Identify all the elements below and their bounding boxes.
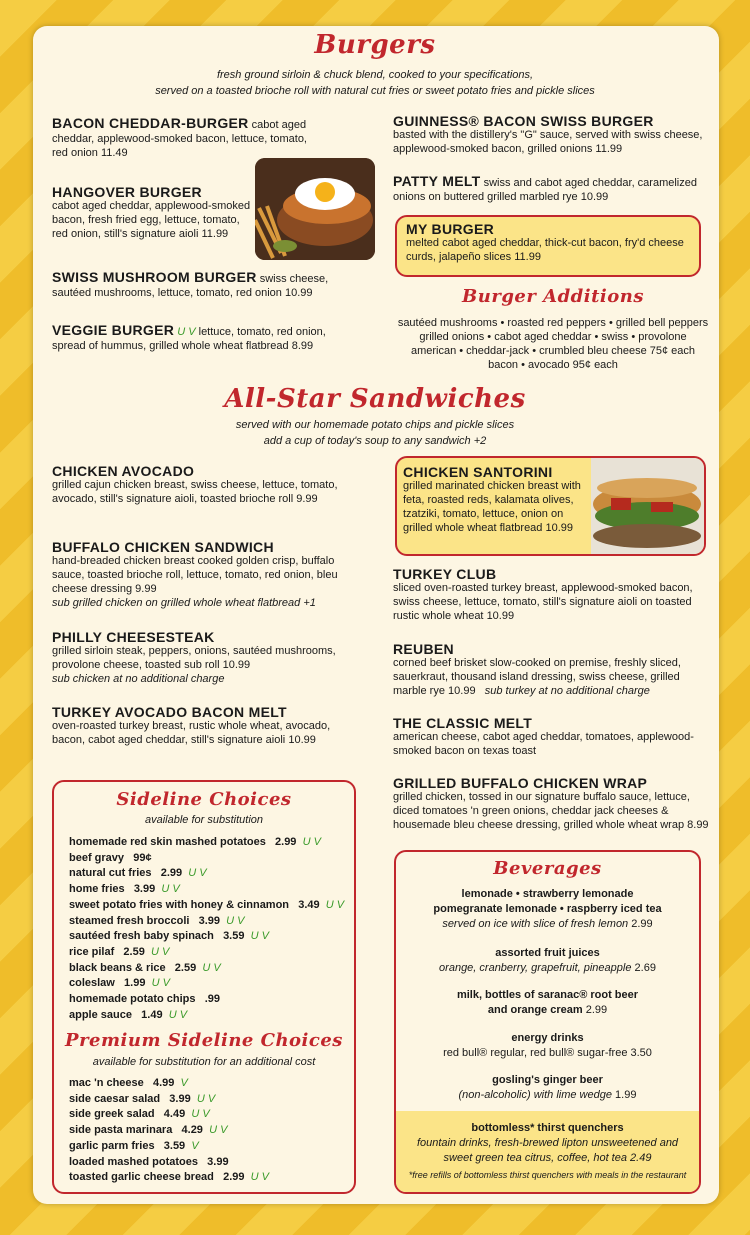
menu-item-hangover: HANGOVER BURGER cabot aged cheddar, applewood-smoked bacon, fresh fried egg, lettuce, tomato, red onion, still's signature aioli 11.99	[52, 184, 251, 240]
burger-additions-list: sautéed mushrooms • roasted red peppers • grilled bell peppers grilled onions • cabot aged cheddar • swiss • provolone american • cheddar-jack • crumbled bleu cheese 75¢ each bacon • avocado 95¢ each	[397, 317, 709, 371]
menu-item-guinness: GUINNESS® BACON SWISS BURGER basted with the distillery's "G" sauce, served with swiss cheese, applewood-smoked bacon, grilled onions 11.99	[393, 113, 703, 155]
menu-item-turkey-avocado: TURKEY AVOCADO BACON MELT oven-roasted turkey breast, rustic whole wheat, avocado, bacon, cabot aged cheddar, still's signature aioli 10.99	[52, 704, 331, 746]
sandwiches-subtitle-1: served with our homemade potato chips and pickle slices	[235, 419, 515, 431]
sideline-item: black beans & rice 2.59 U V	[69, 961, 221, 974]
beverage-bottomless: bottomless* thirst quenchers fountain drinks, fresh-brewed lipton unsweetened and sweet green tea citrus, coffee, hot tea 2.49 *free refills of bottomless thirst quenchers with meals in the restaurant	[408, 1122, 687, 1180]
premium-sideline-title: Premium Sideline Choices	[65, 1030, 343, 1051]
burgers-subtitle-1: fresh ground sirloin & chuck blend, cooked to your specifications,	[216, 69, 534, 81]
premium-item: mac 'n cheese 4.99 V	[69, 1077, 188, 1089]
beverages-title: Beverages	[493, 858, 602, 879]
sideline-item: rice pilaf 2.59 U V	[69, 945, 170, 958]
sideline-item: homemade potato chips .99	[69, 993, 220, 1006]
menu-item-buffalo-wrap: GRILLED BUFFALO CHICKEN WRAP grilled chicken, tossed in our signature buffalo sauce, lettuce, diced tomatoes 'n green onions, cheddar jack cheeses & housemade bleu cheese dressing, grilled whole wheat wrap 8.99	[393, 775, 709, 831]
menu-item-chicken-avocado: CHICKEN AVOCADO grilled cajun chicken breast, swiss cheese, lettuce, tomato, avocado, still's signature aioli, toasted brioche roll 9.99	[52, 463, 338, 505]
menu-item-buffalo-chicken: BUFFALO CHICKEN SANDWICH hand-breaded chicken breast cooked golden crisp, buffalo sauce, toasted brioche roll, lettuce, tomato, red onion, bleu cheese dressing 9.99 sub grilled chicken on grilled whole wheat flatbread +1	[52, 539, 338, 609]
sideline-item: sweet potato fries with honey & cinnamon 3.49 U V	[69, 898, 345, 911]
premium-item: side greek salad 4.49 U V	[69, 1108, 210, 1121]
beverage-ginger-beer: gosling's ginger beer (non-alcoholic) with lime wedge 1.99	[458, 1074, 637, 1101]
sideline-title: Sideline Choices	[116, 789, 292, 810]
premium-item: loaded mashed potatoes 3.99	[69, 1155, 229, 1168]
premium-item: toasted garlic cheese bread 2.99 U V	[69, 1171, 269, 1184]
menu-item-swiss-mushroom: SWISS MUSHROOM BURGER swiss cheese, sautéed mushrooms, lettuce, tomato, red onion 10.99	[52, 269, 329, 299]
menu-item-chicken-santorini: CHICKEN SANTORINI grilled marinated chicken breast with feta, roasted reds, kalamata olives, tzatziki, tomato, lettuce, onion on grilled whole wheat flatbread 10.99	[403, 464, 581, 534]
sideline-item: home fries 3.99 U V	[69, 883, 180, 896]
burger-additions-title: Burger Additions	[462, 286, 644, 307]
sideline-item: steamed fresh broccoli 3.99 U V	[69, 914, 245, 927]
menu-item-veggie: VEGGIE BURGER U V lettuce, tomato, red onion, spread of hummus, grilled whole wheat flatbread 8.99	[52, 322, 326, 352]
menu-item-my-burger: MY BURGER melted cabot aged cheddar, thick-cut bacon, fry'd cheese curds, jalapeño slices 11.99	[406, 221, 684, 263]
burgers-subtitle-2: served on a toasted brioche roll with natural cut fries or sweet potato fries and pickle slices	[155, 85, 595, 97]
menu-item-classic-melt: THE CLASSIC MELT american cheese, cabot aged cheddar, tomatoes, applewood-smoked bacon on texas toast	[393, 715, 694, 757]
menu-item-patty-melt: PATTY MELT swiss and cabot aged cheddar, caramelized onions on buttered grilled marbled rye 10.99	[393, 173, 697, 203]
sideline-item: apple sauce 1.49 U V	[69, 1008, 188, 1021]
chicken-santorini-photo	[591, 458, 704, 554]
beverage-fruit-juices: assorted fruit juices orange, cranberry, grapefruit, pineapple 2.69	[439, 947, 656, 974]
menu-item-philly: PHILLY CHEESESTEAK grilled sirloin steak, peppers, onions, sautéed mushrooms, provolone cheese, toasted sub roll 10.99 sub chicken at no additional charge	[52, 629, 336, 685]
beverage-root-beer: milk, bottles of saranac® root beer and orange cream 2.99	[456, 989, 639, 1016]
sideline-item: beef gravy 99¢	[69, 851, 152, 864]
beverage-lemonade: lemonade • strawberry lemonade pomegranate lemonade • raspberry iced tea served on ice with slice of fresh lemon 2.99	[433, 888, 662, 930]
premium-item: side caesar salad 3.99 U V	[69, 1092, 216, 1105]
sideline-list	[69, 835, 354, 1023]
menu-item-reuben: REUBEN corned beef brisket slow-cooked on premise, freshly sliced, sauerkraut, thousand island dressing, swiss cheese, grilled marble rye 10.99 sub turkey at no additional charge	[393, 641, 681, 697]
menu-item-bacon-cheddar: BACON CHEDDAR-BURGER cabot aged cheddar, applewood-smoked bacon, lettuce, tomato, red onion 11.49	[52, 115, 307, 159]
hangover-burger-photo	[255, 158, 375, 260]
premium-sideline-subtitle: available for substitution for an additional cost	[92, 1056, 316, 1068]
sideline-item: sautéed fresh baby spinach 3.59 U V	[69, 930, 269, 943]
premium-item: garlic parm fries 3.59 V	[69, 1139, 199, 1152]
premium-item: side pasta marinara 4.29 U V	[69, 1124, 228, 1137]
beverage-energy-drinks: energy drinks red bull® regular, red bull® sugar-free 3.50	[443, 1032, 652, 1059]
sandwiches-title: All-Star Sandwiches	[224, 384, 526, 414]
sideline-item: coleslaw 1.99 U V	[69, 977, 170, 990]
premium-list	[69, 1076, 354, 1186]
sideline-item: homemade red skin mashed potatoes 2.99 U V	[69, 836, 321, 848]
sideline-subtitle: available for substitution	[144, 814, 263, 826]
sideline-item: natural cut fries 2.99 U V	[69, 867, 207, 880]
burgers-title: Burgers	[314, 30, 436, 60]
menu-item-turkey-club: TURKEY CLUB sliced oven-roasted turkey breast, applewood-smoked bacon, swiss cheese, lettuce, tomato, still's signature aioli on toasted rustic whole wheat 10.99	[393, 566, 693, 622]
sandwiches-subtitle-2: add a cup of today's soup to any sandwich +2	[263, 435, 487, 447]
